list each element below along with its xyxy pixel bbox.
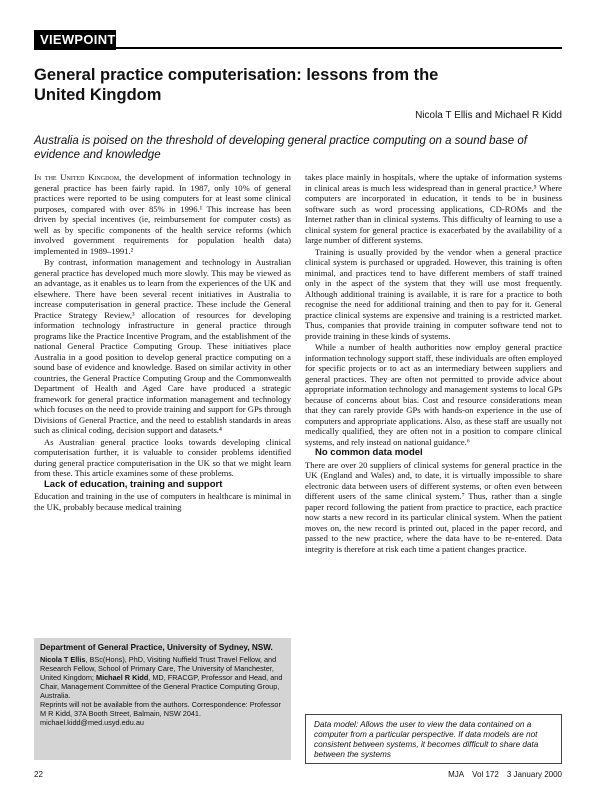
affiliation-reprints: Reprints will not be available from the authors. Correspondence: Professor M R Kidd, 37A Booth Street, Balmain, NSW 2041. [40, 700, 281, 718]
article-title: General practice computerisation: lessons from the United Kingdom [34, 66, 439, 104]
affiliation-authors [40, 655, 285, 700]
paragraph [34, 172, 291, 256]
journal-name: MJA [448, 770, 465, 779]
lead-in: In the United Kingdom, [34, 172, 122, 182]
paragraph: As Australian general practice looks towards developing clinical computerisation further, it is valuable to consider problems identified during general practice computerisation in the UK so that we might learn from these. This article examines some of these problems. [34, 436, 291, 478]
paragraph: There are over 20 suppliers of clinical systems for general practice in the UK (England and Wales) and, to date, it is virtually impossible to share electronic data between users of different systems, or often even between different users of the same clinical system.⁷ Thus, rather than a single paper record following the patient from practice to practice, each practice now starts a new record in its particular clinical system. When the patient moves on, the new record is printed out, placed in the paper record, and passed to the new practice, where the data have to be re-entered. Data integrity is therefore at risk each time a patient changes practice. [305, 459, 562, 554]
paragraph: While a number of health authorities now employ general practice information technology support staff, these individuals are often employed for specific projects or to act as an intermediary between suppliers and general practices. They are often not permitted to provide advice about appropriate information technology and management systems to local GPs because of concerns about bias. Cost and resource considerations mean that they can rarely provide GPs with hands-on experience in the use of computers and appropriate applications. Also, as these staff are usually not medically qualified, they are often not in a position to compare clinical systems, and rely instead on national guidance.⁶ [305, 342, 562, 447]
left-column [34, 172, 291, 512]
journal-volume: Vol 172 [472, 770, 499, 779]
article-standfirst: Australia is poised on the threshold of developing general practice computing on a sound base of evidence and knowledge [34, 135, 527, 161]
author1-name: Nicola T Ellis [40, 655, 86, 664]
affiliation-department: Department of General Practice, University of Sydney, NSW. [40, 643, 273, 652]
section-heading: No common data model [315, 447, 423, 458]
page-number: 22 [34, 770, 43, 779]
author2-name: Michael R Kidd [95, 673, 149, 682]
header-rule [116, 47, 562, 49]
paragraph-text: the development of information technology in general practice has been fairly rapid. In 1987, only 10% of general practices were reported to be using computers for at least some clinical purposes, compared with over 85% in 1996.¹ This increase has been driven by special incentives (ie, reimbursement for computer costs) as well as by specific components of the health service reforms (which involved government requirements for population health data) implemented in 1989–1991.² [34, 172, 291, 256]
author-affiliation-box [34, 638, 291, 760]
right-column [305, 172, 562, 554]
journal-date: 3 January 2000 [506, 770, 562, 779]
section-label: VIEWPOINT [34, 30, 116, 50]
data-model-definition-box: Data model: Allows the user to view the data contained on a computer from a particular perspective. If data models are not consistent between systems, it becomes difficult to share data between the systems [305, 714, 562, 764]
paragraph: By contrast, information management and technology in Australian general practice has developed much more slowly. This may be viewed as an advantage, as it enables us to learn from the experiences of the UK and elsewhere. There have been several recent initiatives in Australia to increase computerisation in general practice. These include the General Practice Strategy Review,³ allocation of resources for developing information technology infrastructure in general practice through programs like the Practice Incentive Program, and the establishment of the national General Practice Computing Group. These initiatives place Australia in a good position to develop general practice computing on a sound base of evidence and knowledge. Based on similar activity in other countries, the General Practice Computing Group and the Commonwealth Department of Health and Aged Care have produced a strategic framework for general practice information management and technology which focuses on the need to provide training and support for GPs through Divisions of General Practice, and the need to establish standards in areas such as clinical coding, decision support and datasets.⁴ [34, 257, 291, 435]
article-authors: Nicola T Ellis and Michael R Kidd [415, 110, 562, 121]
paragraph: takes place mainly in hospitals, where the uptake of information systems in clinical areas is much less widespread than in general practice.⁵ Where computers are incorporated in education, it tends to be in business software such as word processing applications, CD-ROMs and the Internet rather than in clinical systems. This difficulty of learning to use a clinical system for general practice is exacerbated by the availability of a large number of different systems. [305, 172, 562, 245]
author2-details: , MD, FRACGP, Professor and Head, and Chair, Management Committee of the General Practice Computing Group, Australia. [40, 673, 283, 700]
journal-footer [440, 770, 562, 779]
author1-details: , BSc(Hons), PhD, Visiting Nuffield Trust Travel Fellow, and Research Fellow, School of Primary Care, The University of Manchester, United Kingdom; [40, 655, 277, 682]
paragraph: Training is usually provided by the vendor when a general practice clinical system is purchased or upgraded. However, this training is often minimal, and practices tend to have different members of staff trained only in the aspect of the system that they will use most frequently. Although additional training is available, it is rare for a practice to both recognise the need for additional training and then to pay for it. General practice clinical systems are expensive and training is a restricted market. Thus, companies that provide training in computer software tend not to provide training in these kinds of systems. [305, 246, 562, 341]
affiliation-email[interactable]: michael.kidd@med.usyd.edu.au [40, 718, 144, 727]
section-heading: Lack of education, training and support [44, 478, 223, 490]
paragraph: Education and training in the use of computers in healthcare is minimal in the UK, probably because medical training [34, 491, 291, 512]
